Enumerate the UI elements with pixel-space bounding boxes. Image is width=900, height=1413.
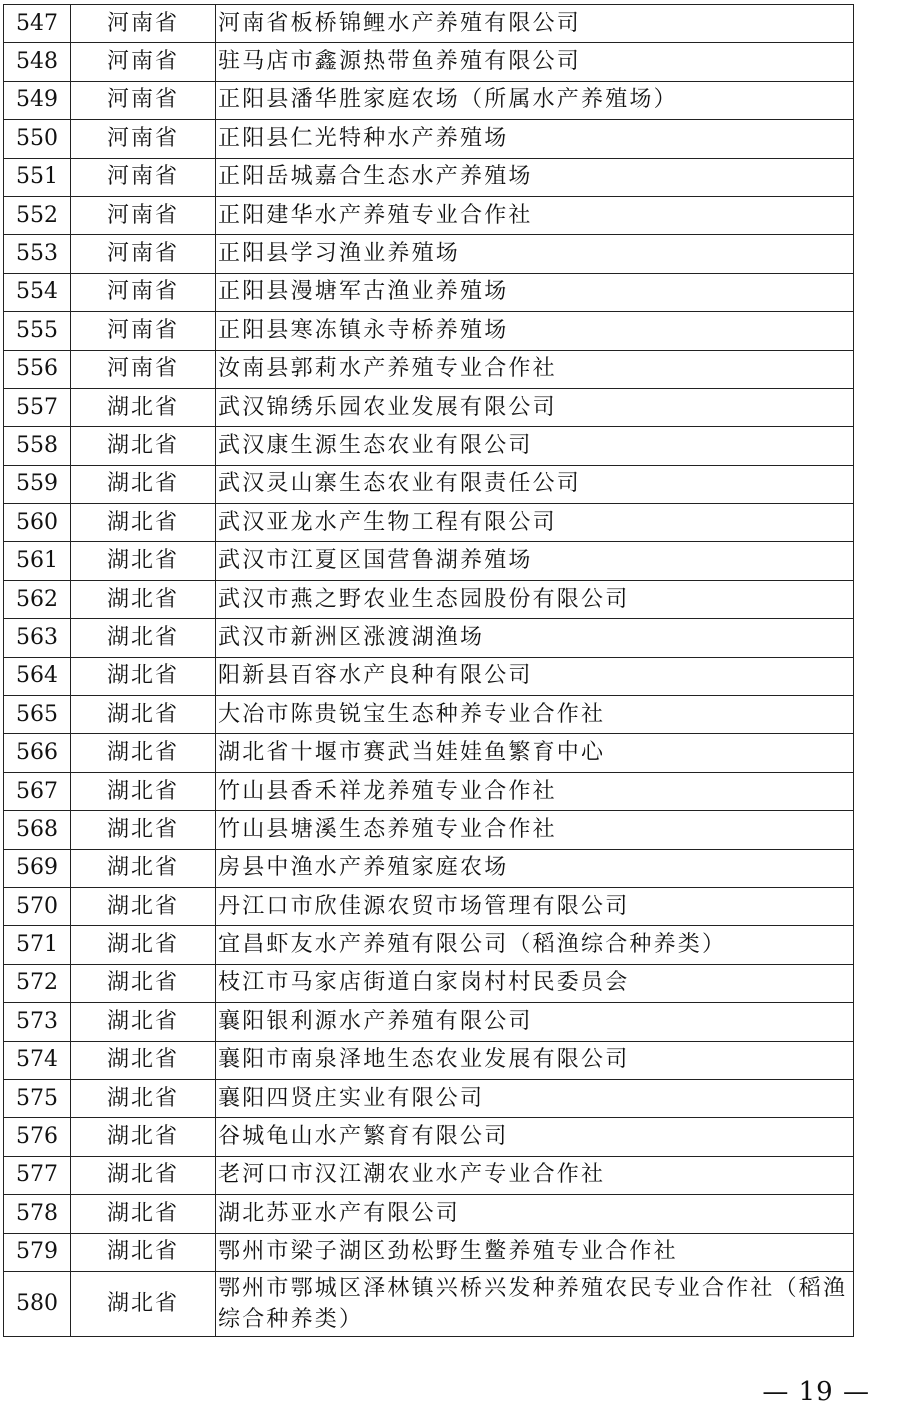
row-number-cell: 568 [4,811,71,849]
table-row [4,542,854,580]
row-number-cell: 571 [4,926,71,964]
table-row [4,1156,854,1194]
table-row [4,1195,854,1233]
enterprise-list-table [3,4,854,1337]
row-number-cell: 549 [4,81,71,119]
table-row [4,504,854,542]
company-name-cell: 正阳县仁光特种水产养殖场 [216,120,854,158]
row-number-cell: 565 [4,696,71,734]
row-number-cell: 580 [4,1271,71,1336]
row-number-cell: 556 [4,350,71,388]
row-number-cell: 575 [4,1079,71,1117]
table-row [4,43,854,81]
row-number-cell: 548 [4,43,71,81]
province-cell: 湖北省 [71,1079,216,1117]
row-number-cell: 552 [4,196,71,234]
company-name-cell: 襄阳银利源水产养殖有限公司 [216,1003,854,1041]
table-row [4,5,854,43]
row-number-cell: 563 [4,619,71,657]
company-name-cell: 武汉亚龙水产生物工程有限公司 [216,504,854,542]
province-cell: 湖北省 [71,1271,216,1336]
table-row [4,772,854,810]
company-name-cell: 湖北省十堰市赛武当娃娃鱼繁育中心 [216,734,854,772]
province-cell: 湖北省 [71,657,216,695]
company-name-cell: 正阳岳城嘉合生态水产养殖场 [216,158,854,196]
table-row [4,1003,854,1041]
company-name-cell: 竹山县香禾祥龙养殖专业合作社 [216,772,854,810]
province-cell: 湖北省 [71,1195,216,1233]
company-name-cell: 驻马店市鑫源热带鱼养殖有限公司 [216,43,854,81]
row-number-cell: 570 [4,887,71,925]
company-name-cell: 正阳县漫塘军古渔业养殖场 [216,273,854,311]
company-name-cell: 正阳县寒冻镇永寺桥养殖场 [216,312,854,350]
table-row [4,1118,854,1156]
table-row [4,312,854,350]
province-cell: 河南省 [71,43,216,81]
company-name-cell: 正阳县学习渔业养殖场 [216,235,854,273]
row-number-cell: 569 [4,849,71,887]
province-cell: 湖北省 [71,1118,216,1156]
company-name-cell: 大冶市陈贵锐宝生态种养专业合作社 [216,696,854,734]
table-body [4,5,854,1337]
company-name-cell: 河南省板桥锦鲤水产养殖有限公司 [216,5,854,43]
row-number-cell: 557 [4,388,71,426]
province-cell: 湖北省 [71,887,216,925]
province-cell: 河南省 [71,312,216,350]
company-name-cell: 老河口市汉江潮农业水产专业合作社 [216,1156,854,1194]
province-cell: 河南省 [71,81,216,119]
province-cell: 湖北省 [71,427,216,465]
province-cell: 河南省 [71,196,216,234]
row-number-cell: 553 [4,235,71,273]
company-name-cell: 谷城龟山水产繁育有限公司 [216,1118,854,1156]
company-name-cell: 鄂州市梁子湖区劲松野生鳖养殖专业合作社 [216,1233,854,1271]
province-cell: 河南省 [71,235,216,273]
table-row [4,926,854,964]
province-cell: 湖北省 [71,542,216,580]
company-name-cell: 武汉灵山寨生态农业有限责任公司 [216,465,854,503]
table-row [4,388,854,426]
table-row [4,196,854,234]
province-cell: 湖北省 [71,388,216,426]
table-row [4,619,854,657]
table-row [4,696,854,734]
company-name-cell: 武汉市新洲区涨渡湖渔场 [216,619,854,657]
table-row [4,580,854,618]
table-row [4,1233,854,1271]
table-row [4,964,854,1002]
province-cell: 河南省 [71,5,216,43]
province-cell: 湖北省 [71,504,216,542]
row-number-cell: 559 [4,465,71,503]
row-number-cell: 555 [4,312,71,350]
province-cell: 湖北省 [71,1041,216,1079]
table-row [4,120,854,158]
table-row [4,887,854,925]
company-name-cell: 武汉康生源生态农业有限公司 [216,427,854,465]
province-cell: 湖北省 [71,1233,216,1271]
table-row [4,465,854,503]
province-cell: 河南省 [71,158,216,196]
table-row [4,273,854,311]
company-name-cell: 枝江市马家店街道白家岗村村民委员会 [216,964,854,1002]
company-name-cell: 襄阳四贤庄实业有限公司 [216,1079,854,1117]
company-name-cell: 竹山县塘溪生态养殖专业合作社 [216,811,854,849]
row-number-cell: 577 [4,1156,71,1194]
company-name-cell: 房县中渔水产养殖家庭农场 [216,849,854,887]
company-name-cell: 正阳建华水产养殖专业合作社 [216,196,854,234]
company-name-cell: 阳新县百容水产良种有限公司 [216,657,854,695]
row-number-cell: 554 [4,273,71,311]
province-cell: 湖北省 [71,772,216,810]
company-name-cell: 鄂州市鄂城区泽林镇兴桥兴发种养殖农民专业合作社（稻渔综合种养类） [216,1271,854,1336]
company-name-cell: 宜昌虾友水产养殖有限公司（稻渔综合种养类） [216,926,854,964]
row-number-cell: 564 [4,657,71,695]
page-number: — 19 — [762,1377,870,1407]
row-number-cell: 578 [4,1195,71,1233]
row-number-cell: 560 [4,504,71,542]
row-number-cell: 561 [4,542,71,580]
table-row [4,1041,854,1079]
table-row [4,849,854,887]
table-row [4,158,854,196]
company-name-cell: 武汉市江夏区国营鲁湖养殖场 [216,542,854,580]
province-cell: 河南省 [71,120,216,158]
row-number-cell: 547 [4,5,71,43]
province-cell: 湖北省 [71,1156,216,1194]
table-row [4,657,854,695]
company-name-cell: 汝南县郭莉水产养殖专业合作社 [216,350,854,388]
row-number-cell: 567 [4,772,71,810]
row-number-cell: 574 [4,1041,71,1079]
province-cell: 湖北省 [71,580,216,618]
province-cell: 湖北省 [71,849,216,887]
company-name-cell: 武汉锦绣乐园农业发展有限公司 [216,388,854,426]
table-row [4,81,854,119]
row-number-cell: 551 [4,158,71,196]
table-row [4,350,854,388]
row-number-cell: 572 [4,964,71,1002]
table-row [4,427,854,465]
company-name-cell: 丹江口市欣佳源农贸市场管理有限公司 [216,887,854,925]
table-row [4,734,854,772]
table-row [4,1271,854,1336]
row-number-cell: 566 [4,734,71,772]
row-number-cell: 562 [4,580,71,618]
company-name-cell: 湖北苏亚水产有限公司 [216,1195,854,1233]
row-number-cell: 550 [4,120,71,158]
province-cell: 湖北省 [71,734,216,772]
table-row [4,235,854,273]
province-cell: 湖北省 [71,465,216,503]
province-cell: 湖北省 [71,811,216,849]
row-number-cell: 558 [4,427,71,465]
row-number-cell: 579 [4,1233,71,1271]
province-cell: 河南省 [71,350,216,388]
province-cell: 湖北省 [71,964,216,1002]
table-row [4,811,854,849]
row-number-cell: 573 [4,1003,71,1041]
province-cell: 湖北省 [71,1003,216,1041]
company-name-cell: 襄阳市南泉泽地生态农业发展有限公司 [216,1041,854,1079]
province-cell: 河南省 [71,273,216,311]
company-name-cell: 武汉市燕之野农业生态园股份有限公司 [216,580,854,618]
province-cell: 湖北省 [71,696,216,734]
province-cell: 湖北省 [71,619,216,657]
row-number-cell: 576 [4,1118,71,1156]
company-name-cell: 正阳县潘华胜家庭农场（所属水产养殖场） [216,81,854,119]
table-row [4,1079,854,1117]
province-cell: 湖北省 [71,926,216,964]
